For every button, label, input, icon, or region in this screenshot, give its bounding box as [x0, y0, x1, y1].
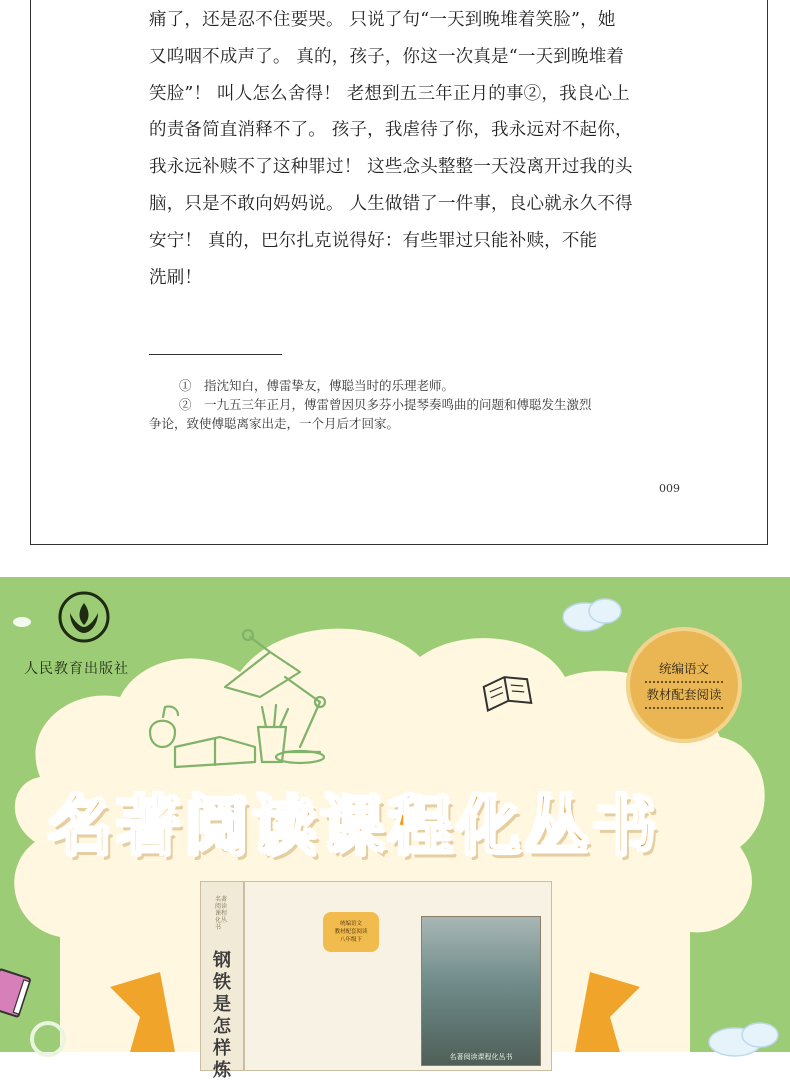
footnote-2-continued: 争论，致使傅聪离家出走，一个月后才回家。 — [149, 416, 400, 431]
cover-illustration — [421, 916, 541, 1066]
cover-tag-line-1: 统编语文 — [339, 921, 362, 927]
footnote-1: ① 指沈知白，傅雷挚友，傅聪当时的乐理老师。 — [179, 378, 455, 393]
promo-banner — [0, 577, 790, 1081]
footnote-2: ② 一九五三年正月，傅雷曾因贝多芬小提琴奏鸣曲的问题和傅聪发生激烈 — [179, 397, 592, 412]
series-title: 名著阅读课程化丛书 — [48, 790, 660, 864]
small-cloud — [563, 599, 621, 631]
footnotes — [149, 376, 709, 433]
body-line: 我永远补赎不了这种罪过！ 这些念头整整一天没离开过我的头 — [149, 157, 633, 178]
spine-title: 钢铁是怎样炼 — [213, 950, 231, 1081]
cover-tag-line-2: 教材配套阅读 — [334, 929, 368, 935]
curriculum-badge — [626, 627, 742, 743]
spine-series-text: 名著阅读课程化丛书 — [215, 896, 228, 931]
body-line: 的责备简直消释不了。 孩子，我虐待了你，我永远对不起你， — [149, 120, 633, 141]
small-cloud — [13, 617, 31, 627]
cover-tag-line-3: 八年级下 — [339, 937, 362, 943]
book-product — [200, 881, 552, 1081]
badge-divider — [645, 707, 723, 709]
footnote-divider — [149, 354, 282, 355]
body-text — [149, 2, 689, 296]
body-line: 脑，只是不敢向妈妈说。 人生做错了一件事，良心就永久不得 — [149, 193, 633, 214]
circle-decoration — [32, 1023, 64, 1055]
publisher-logo — [48, 591, 120, 643]
publisher-name: 人民教育出版社 — [24, 661, 129, 677]
body-line: 洗刷！ — [149, 267, 203, 288]
small-cloud — [709, 1023, 778, 1056]
body-line: 笑脸”！ 叫人怎么舍得！ 老想到五三年正月的事②，我良心上 — [149, 83, 630, 104]
page-number: 009 — [659, 482, 680, 495]
body-line: 安宁！ 真的，巴尔扎克说得好：有些罪过只能补赎，不能 — [149, 230, 598, 251]
book-spine — [200, 881, 244, 1081]
book-page — [30, 0, 768, 545]
body-line: 又呜咽不成声了。 真的，孩子，你这一次真是“一天到晚堆着 — [149, 46, 625, 67]
book-cover — [244, 881, 552, 1071]
cover-series-text: 名著阅读课程化丛书 — [449, 1053, 513, 1061]
cover-tag — [323, 912, 379, 952]
badge-line-1: 统编语文 — [658, 661, 709, 676]
badge-divider — [645, 681, 723, 683]
badge-line-2: 教材配套阅读 — [646, 687, 722, 702]
body-line: 痛了，还是忍不住要哭。 只说了句“一天到晚堆着笑脸”，她 — [149, 10, 616, 30]
closed-book-icon — [0, 969, 30, 1017]
